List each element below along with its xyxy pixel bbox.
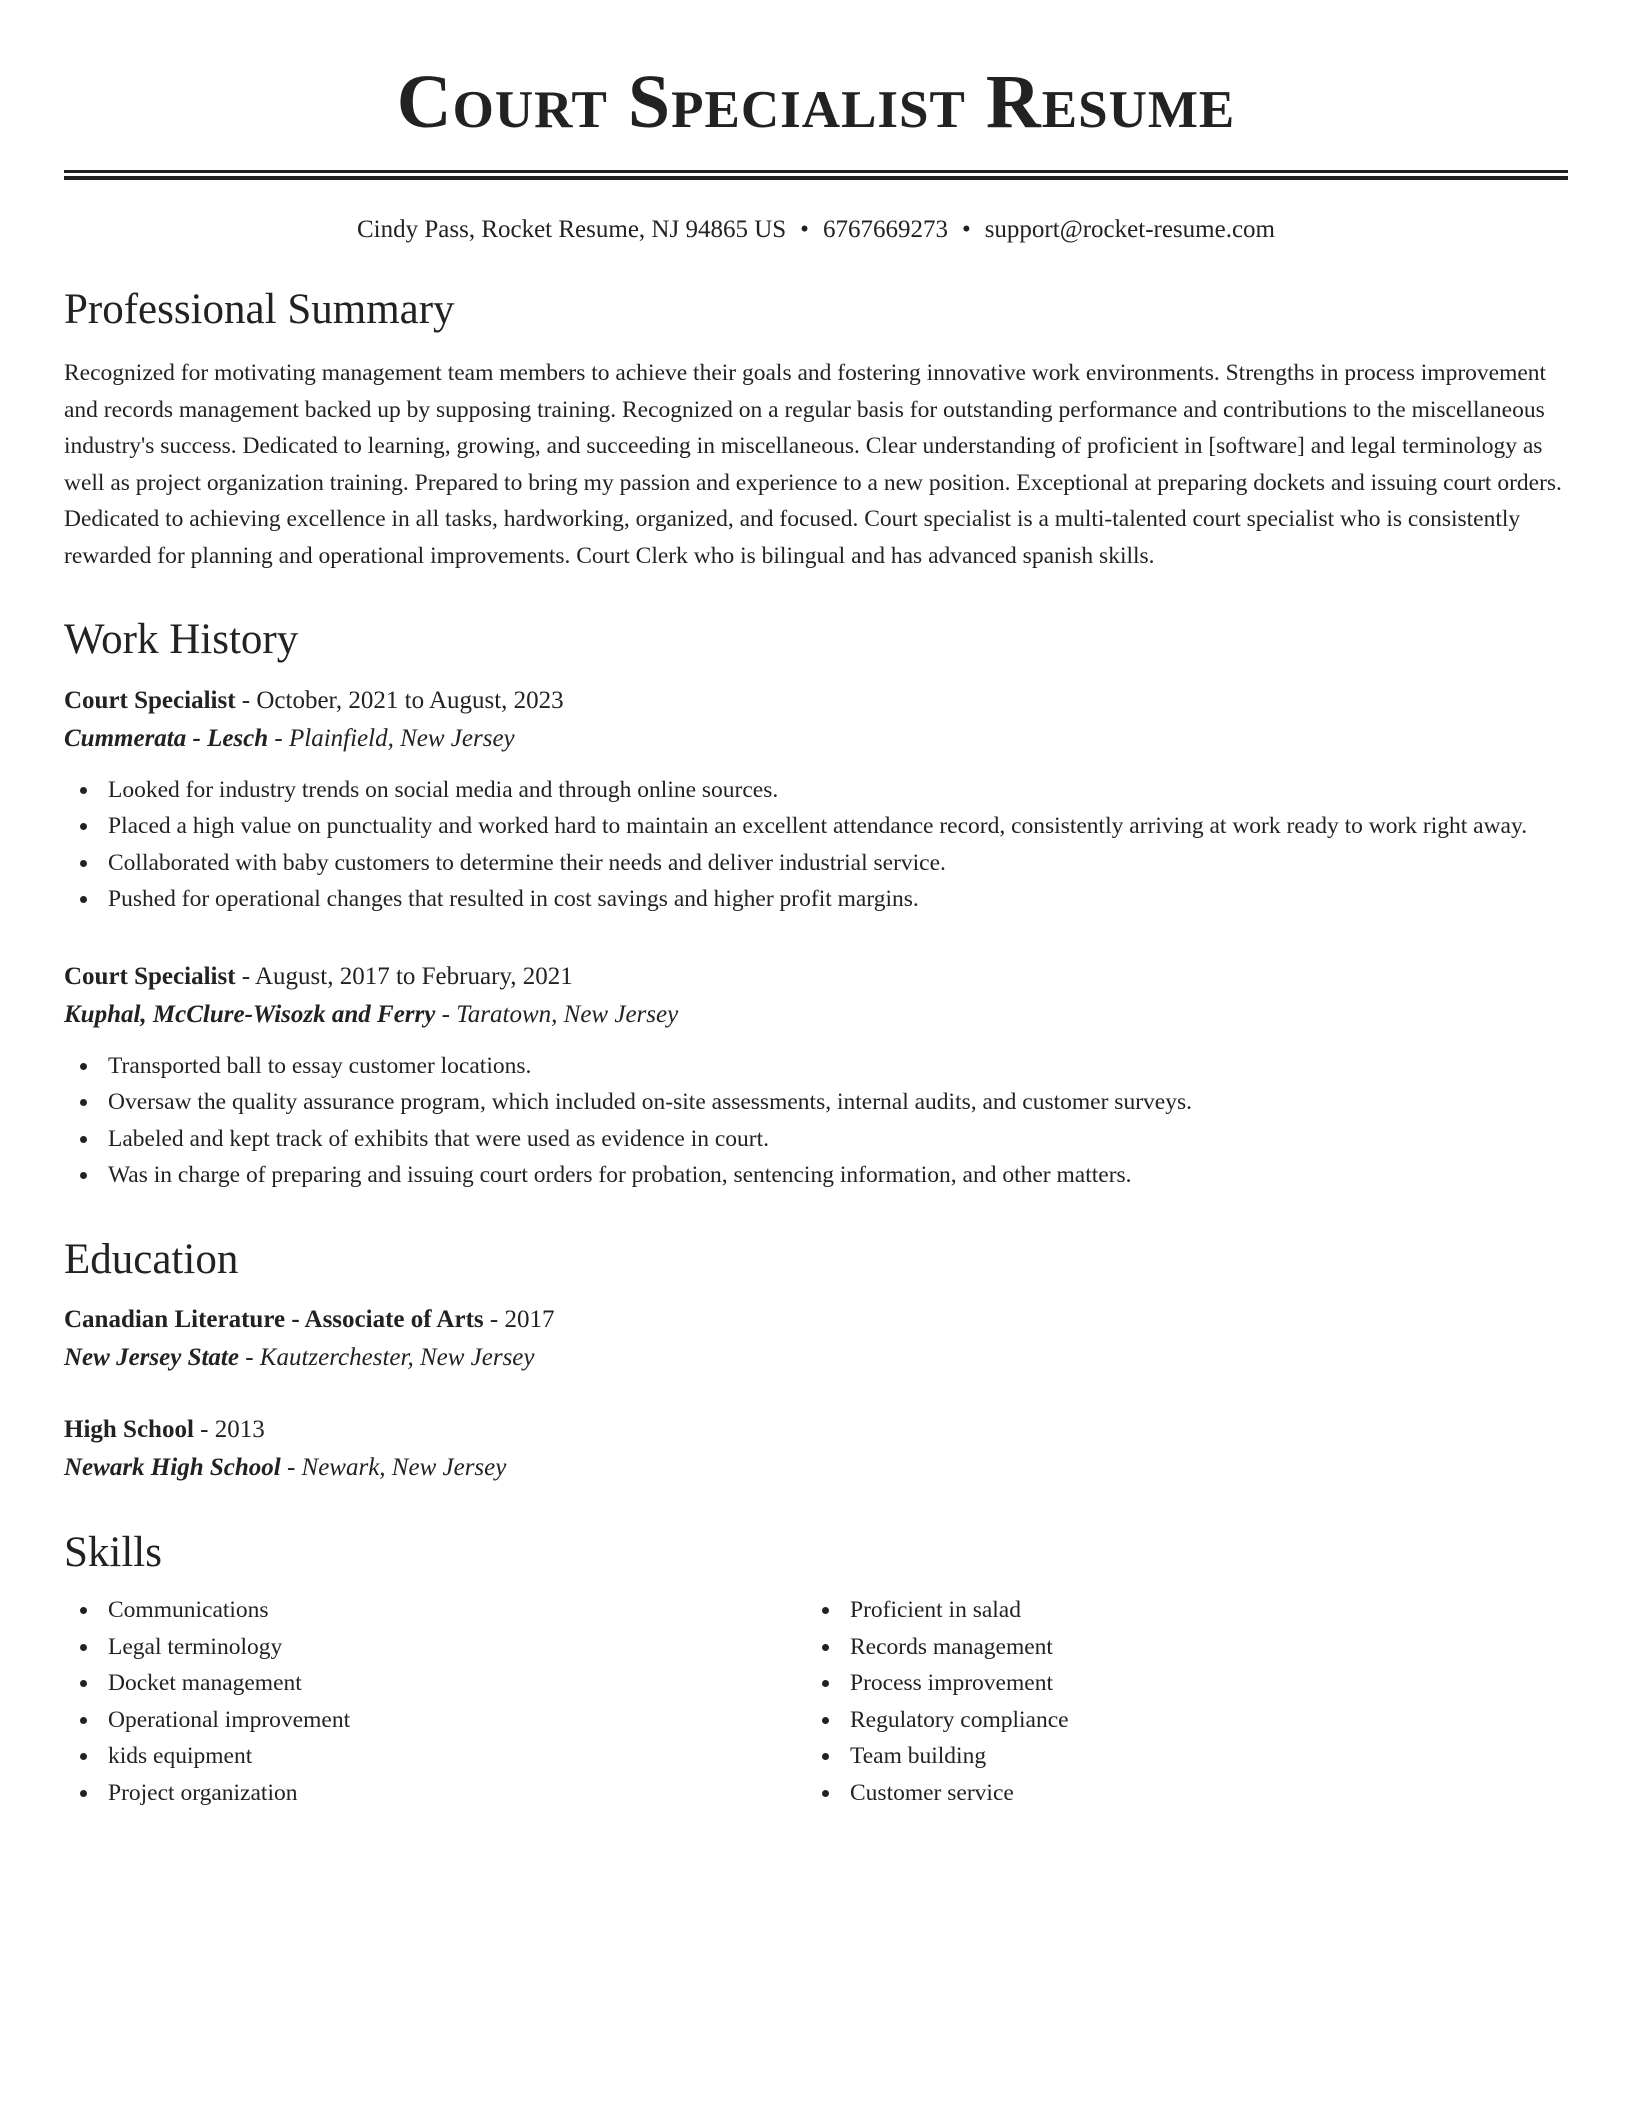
skill-item: Proficient in salad — [806, 1592, 1568, 1629]
company-location: - Plainfield, New Jersey — [268, 724, 515, 752]
summary-text: Recognized for motivating management team members to achieve their goals and fostering innovative work environments. Strengths in process improvement and records management backed up by supposing training. Recognized on a regular basis for outstanding performance and contributions to the miscellaneous industry's success. Dedicated to learning, growing, and succeeding in miscellaneous. Clear understanding of proficient in [software] and legal terminology as well as project organization training. Prepared to bring my passion and experience to a new position. Exceptional at preparing dockets and issuing court orders. Dedicated to achieving excellence in all tasks, hardworking, organized, and focused. Court specialist is a multi-talented court specialist who is consistently rewarded for planning and operational improvements. Court Clerk who is bilingual and has advanced spanish skills. — [64, 360, 1562, 569]
job-duties-list — [64, 1048, 1568, 1194]
degree-year: - 2017 — [483, 1305, 555, 1333]
company-line — [64, 996, 1568, 1034]
job-title: Court Specialist — [64, 962, 236, 990]
contact-address: Cindy Pass, Rocket Resume, NJ 94865 US — [356, 216, 787, 243]
skill-item: Process improvement — [806, 1665, 1568, 1702]
education-entry — [64, 1411, 1568, 1487]
work-history-heading: Work History — [64, 616, 299, 664]
skill-item: Operational improvement — [64, 1702, 806, 1739]
job-dates: - October, 2021 to August, 2023 — [235, 686, 564, 714]
title-divider — [64, 170, 1568, 180]
education-heading: Education — [64, 1235, 239, 1283]
skill-item: Docket management — [64, 1665, 806, 1702]
skills-grid — [64, 1592, 1568, 1811]
job-duty: Placed a high value on punctuality and worked hard to maintain an excellent attendance record, consistently arriving at work ready to work right away. — [64, 808, 1568, 845]
school-location: - Kautzerchester, New Jersey — [238, 1343, 535, 1371]
summary-section — [64, 286, 1568, 574]
company-line — [64, 720, 1568, 758]
company-name: Cummerata - Lesch — [64, 724, 269, 752]
skills-heading: Skills — [64, 1528, 162, 1576]
degree-line — [64, 1301, 1568, 1339]
degree-year: - 2013 — [193, 1415, 265, 1443]
job-entry — [64, 958, 1568, 1194]
job-duty: Was in charge of preparing and issuing court orders for probation, sentencing information, and other matters. — [64, 1157, 1568, 1194]
degree-name: High School — [64, 1415, 194, 1443]
education-section — [64, 1236, 1568, 1487]
job-duty: Oversaw the quality assurance program, which included on-site assessments, internal audits, and customer surveys. — [64, 1084, 1568, 1121]
contact-separator: • — [961, 216, 971, 243]
skill-item: Legal terminology — [64, 1629, 806, 1666]
contact-separator: • — [800, 216, 809, 243]
skill-item: kids equipment — [64, 1738, 806, 1775]
skill-item: Regulatory compliance — [806, 1702, 1568, 1739]
school-line — [64, 1339, 1568, 1377]
school-location: - Newark, New Jersey — [280, 1453, 507, 1481]
job-title-line — [64, 958, 1568, 996]
skill-item: Records management — [806, 1629, 1568, 1666]
company-location: - Taratown, New Jersey — [435, 1000, 679, 1028]
skill-item: Customer service — [806, 1775, 1568, 1812]
summary-heading: Professional Summary — [64, 286, 455, 333]
work-history-section — [64, 616, 1568, 1193]
skills-list-right — [806, 1592, 1568, 1811]
skills-section — [64, 1529, 1568, 1811]
job-duty: Transported ball to essay customer locations. — [64, 1048, 1568, 1085]
degree-name: Canadian Literature - Associate of Arts — [64, 1305, 484, 1333]
job-title-line — [64, 682, 1568, 720]
education-entry — [64, 1301, 1568, 1377]
contact-phone: 6767669273 — [822, 216, 948, 243]
skills-list-left — [64, 1592, 806, 1811]
school-line — [64, 1449, 1568, 1487]
skill-item: Project organization — [64, 1775, 806, 1812]
degree-line — [64, 1411, 1568, 1449]
company-name: Kuphal, McClure-Wisozk and Ferry — [64, 1000, 436, 1028]
job-duties-list — [64, 772, 1568, 918]
skill-item: Team building — [806, 1738, 1568, 1775]
job-entry — [64, 682, 1568, 918]
job-duty: Looked for industry trends on social media and through online sources. — [64, 772, 1568, 809]
skill-item: Communications — [64, 1592, 806, 1629]
job-title: Court Specialist — [64, 686, 236, 714]
job-duty: Collaborated with baby customers to determine their needs and deliver industrial service. — [64, 845, 1568, 882]
school-name: Newark High School — [64, 1453, 281, 1481]
job-duty: Labeled and kept track of exhibits that were used as evidence in court. — [64, 1121, 1568, 1158]
job-dates: - August, 2017 to February, 2021 — [235, 962, 573, 990]
resume-title: Court Specialist Resume — [396, 60, 1236, 144]
contact-email: support@rocket-resume.com — [984, 216, 1275, 243]
school-name: New Jersey State — [64, 1343, 239, 1371]
job-duty: Pushed for operational changes that resulted in cost savings and higher profit margins. — [64, 881, 1568, 918]
contact-line — [64, 216, 1568, 244]
